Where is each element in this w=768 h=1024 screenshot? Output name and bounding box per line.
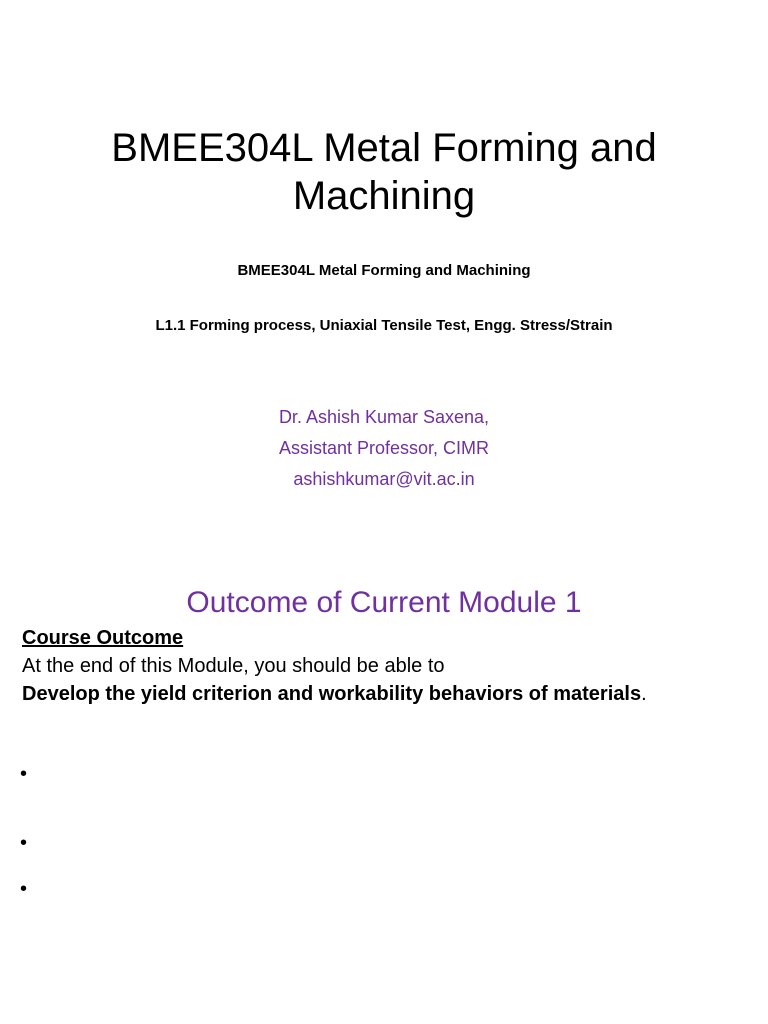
author-position: Assistant Professor, CIMR <box>278 438 490 458</box>
module-outcome-title: Outcome of Current Module 1 <box>186 586 582 619</box>
author-name: Dr. Ashish Kumar Saxena, <box>278 407 490 427</box>
course-outcome-heading: Course Outcome <box>22 627 184 649</box>
bullet-point: • <box>20 832 28 854</box>
bullet-point: • <box>20 763 28 785</box>
lecture-title: L1.1 Forming process, Uniaxial Tensile Test, Engg. Stress/Strain <box>155 317 613 334</box>
course-subtitle: BMEE304L Metal Forming and Machining <box>237 262 531 279</box>
outcome-statement-period: . <box>641 683 647 705</box>
outcome-statement-bold: Develop the yield criterion and workability behaviors of materials <box>22 683 642 705</box>
main-title <box>60 124 708 220</box>
author-info <box>100 402 668 495</box>
author-email: ashishkumar@vit.ac.in <box>293 469 475 489</box>
outcome-statement <box>22 683 647 706</box>
bullet-point: • <box>20 878 28 900</box>
main-title-line-2: Machining <box>292 174 476 218</box>
outcome-intro: At the end of this Module, you should be able to <box>22 655 445 677</box>
main-title-line-1: BMEE304L Metal Forming and <box>111 126 657 170</box>
